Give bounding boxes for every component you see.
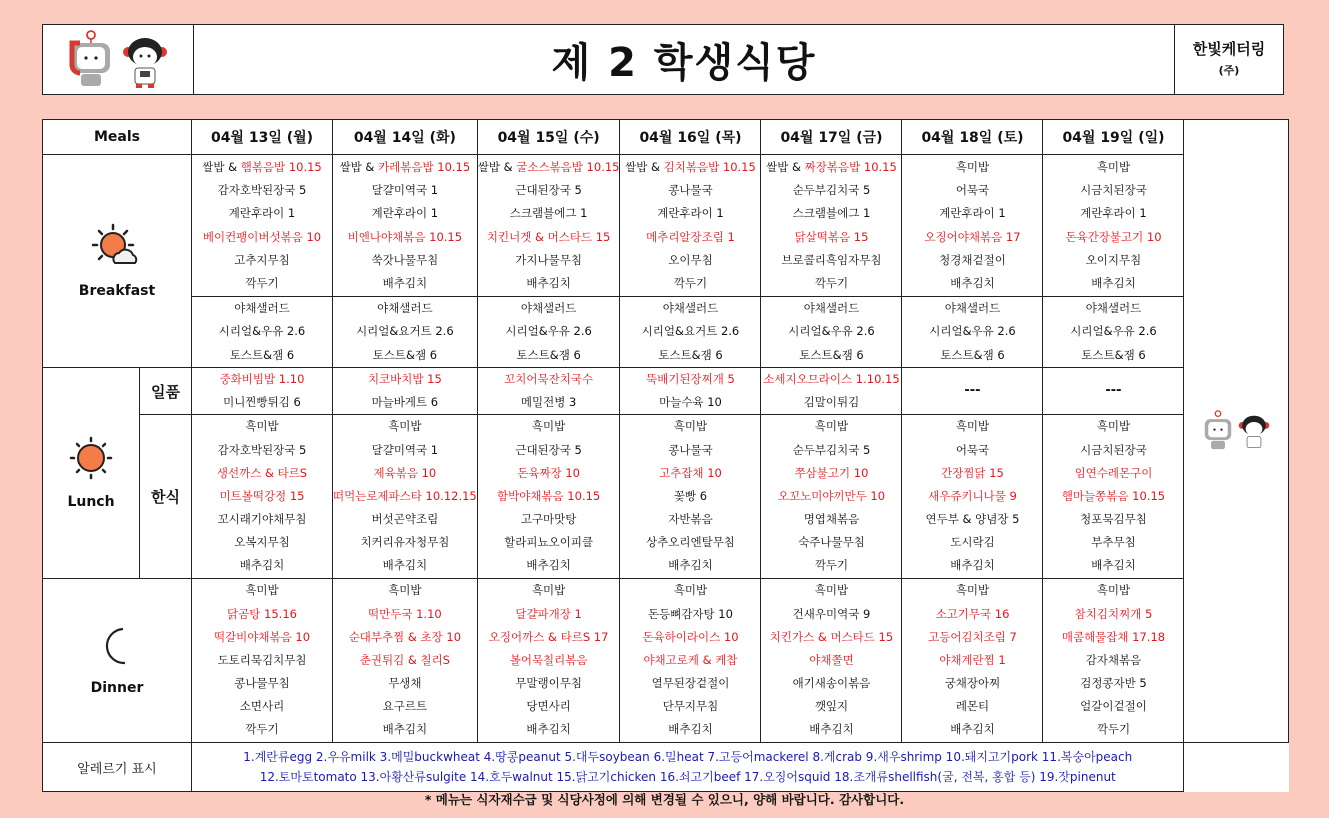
menu-item: 얼갈이겉절이 xyxy=(1080,699,1147,714)
menu-item: 계란후라이 1 xyxy=(657,206,724,221)
menu-item: 치킨너겟 & 머스타드 15 xyxy=(486,229,611,244)
company-name xyxy=(1174,25,1283,94)
menu-item: 숙주나물무침 xyxy=(798,535,865,550)
menu-item: 감자채볶음 xyxy=(1085,652,1142,667)
menu-cell xyxy=(333,415,478,579)
menu-item: 시금치된장국 xyxy=(1080,183,1147,198)
menu-cell xyxy=(333,155,478,297)
menu-item: 오꼬노미야끼만두 10 xyxy=(777,488,886,503)
menu-item: 순두부김치국 5 xyxy=(792,442,871,457)
lunch-special-label: 일품 xyxy=(140,368,192,415)
menu-item: 치코바치밥 15 xyxy=(367,371,442,386)
menu-item: 오징어까스 & 타르S 17 xyxy=(488,629,609,644)
menu-item: 소세지오므라이스 1.10.15 xyxy=(763,371,900,386)
menu-item: 도시락김 xyxy=(950,535,995,550)
menu-item: 토스트&잼 6 xyxy=(229,347,295,362)
menu-item: 고구마맛탕 xyxy=(520,512,577,527)
menu-item: 함박야채볶음 10.15 xyxy=(497,488,601,503)
side-mascot-cell xyxy=(1184,120,1289,743)
menu-item: 배추김치 xyxy=(950,558,995,573)
menu-item: 연두부 & 양념장 5 xyxy=(925,512,1020,527)
menu-item: 시리얼&우유 2.6 xyxy=(1070,324,1157,339)
menu-item: --- xyxy=(964,383,981,399)
menu-item: 순대부추찜 & 초장 10 xyxy=(348,629,462,644)
menu-item: 배추김치 xyxy=(668,722,713,737)
menu-item-highlight: 햄볶음밥 10.15 xyxy=(240,159,322,174)
page-title: 제 2 학생식당 xyxy=(551,40,817,86)
menu-item-base: 쌀밥 & xyxy=(477,159,517,174)
menu-item: 오이무침 xyxy=(668,252,713,267)
menu-item: 계란후라이 1 xyxy=(228,206,296,221)
menu-item: 흑미밥 xyxy=(1096,419,1131,434)
menu-item: 자반볶음 xyxy=(668,512,713,527)
menu-item: 배추김치 xyxy=(1091,275,1136,290)
dinner-row xyxy=(43,579,1289,743)
menu-cell xyxy=(333,297,478,368)
menu-item: 흑미밥 xyxy=(245,583,279,598)
menu-item: 열무된장겉절이 xyxy=(651,676,730,691)
menu-cell xyxy=(902,579,1043,743)
girl-mascot-icon xyxy=(122,30,168,90)
menu-item: 시리얼&우유 2.6 xyxy=(929,324,1016,339)
menu-item: 흑미밥 xyxy=(814,583,849,598)
menu-item: 어묵국 xyxy=(955,442,990,457)
menu-item: 할라피뇨오이피클 xyxy=(504,535,594,550)
lunch-label-cell xyxy=(43,368,140,579)
robot-mascot-icon xyxy=(68,30,114,90)
menu-item: 오복지무침 xyxy=(234,535,290,550)
date-header: 04월 19일 (일) xyxy=(1043,120,1184,155)
menu-item: 깍두기 xyxy=(814,558,849,573)
menu-item: 요구르트 xyxy=(382,699,428,714)
menu-item xyxy=(766,156,897,179)
menu-item: 오징어야채볶음 17 xyxy=(924,229,1021,244)
menu-cell xyxy=(477,297,620,368)
menu-item: 명엽채볶음 xyxy=(803,512,860,527)
menu-item: 꼬치어묵잔치국수 xyxy=(504,371,594,386)
menu-item: 닭곰탕 15.16 xyxy=(227,606,297,621)
menu-item: 치커리유자청무침 xyxy=(360,535,450,550)
menu-item: 배추김치 xyxy=(239,558,285,573)
breakfast-label-cell xyxy=(43,155,192,368)
menu-item: 상추오리엔탈무침 xyxy=(646,535,735,550)
menu-item: 야채샐러드 xyxy=(234,301,290,316)
menu-item: 흑미밥 xyxy=(1096,583,1131,598)
menu-cell xyxy=(1043,155,1184,297)
menu-item: 배추김치 xyxy=(382,722,428,737)
menu-item: 감자호박된장국 5 xyxy=(217,442,307,457)
menu-item: 배추김치 xyxy=(526,558,571,573)
menu-item: 볼어묵칠리볶음 xyxy=(509,652,588,667)
menu-item: 떡만두국 1.10 xyxy=(368,606,442,621)
menu-item: 토스트&잼 6 xyxy=(372,347,438,362)
breakfast-korean-row xyxy=(43,155,1289,297)
menu-cell xyxy=(1043,415,1184,579)
menu-item: 시리얼&요거트 2.6 xyxy=(641,324,740,339)
menu-item: 순두부김치국 5 xyxy=(792,183,871,198)
robot-mascot-icon xyxy=(1202,409,1234,453)
menu-item: 시리얼&요거트 2.6 xyxy=(356,324,454,339)
menu-item: 메밀전병 3 xyxy=(520,395,577,409)
menu-cell xyxy=(902,155,1043,297)
menu-item: 임연수레몬구이 xyxy=(1074,465,1153,480)
side-mascots xyxy=(1184,409,1288,453)
menu-item: 깍두기 xyxy=(673,275,708,290)
sun-cloud-icon xyxy=(91,223,143,269)
dinner-label: Dinner xyxy=(90,679,144,696)
menu-item: 배추김치 xyxy=(809,722,854,737)
menu-item: 깍두기 xyxy=(245,275,279,290)
allergy-label: 알레르기 표시 xyxy=(43,743,192,792)
weekly-menu-table xyxy=(42,119,1289,792)
date-header: 04월 15일 (수) xyxy=(477,120,620,155)
menu-item: 배추김치 xyxy=(526,722,571,737)
sun-icon xyxy=(69,436,113,480)
menu-item: 매콤해물잡채 17.18 xyxy=(1061,629,1166,644)
menu-item: 시금치된장국 xyxy=(1080,442,1147,457)
menu-cell xyxy=(902,368,1043,415)
menu-item: 흑미밥 xyxy=(955,419,990,434)
menu-item: 토스트&잼 6 xyxy=(1081,347,1146,362)
menu-item: 배추김치 xyxy=(526,275,571,290)
menu-item: 청포묵김무침 xyxy=(1080,512,1147,527)
menu-item: 애기새송이볶음 xyxy=(792,676,871,691)
menu-item: 간장찜닭 15 xyxy=(941,465,1004,480)
menu-item: 배추김치 xyxy=(950,275,995,290)
menu-item: 가지나물무침 xyxy=(515,252,582,267)
menu-item: 계란후라이 1 xyxy=(939,206,1006,221)
menu-item: 야채샐러드 xyxy=(944,301,1001,316)
menu-item: 토스트&잼 6 xyxy=(940,347,1005,362)
moon-icon xyxy=(99,626,135,666)
meals-header: Meals xyxy=(43,120,192,155)
menu-item: 도토리묵김치무침 xyxy=(217,652,307,667)
lunch-korean-label: 한식 xyxy=(140,415,192,579)
menu-item: 흑미밥 xyxy=(388,583,422,598)
menu-item: 깍두기 xyxy=(814,275,849,290)
menu-item: 검정콩자반 5 xyxy=(1080,676,1147,691)
menu-cell xyxy=(333,579,478,743)
menu-item: 어묵국 xyxy=(955,183,990,198)
breakfast-western-row xyxy=(43,297,1289,368)
menu-item: 오이지무침 xyxy=(1085,252,1142,267)
lunch-korean-row xyxy=(43,415,1289,579)
menu-item: 새우쥬키니나물 9 xyxy=(928,488,1017,503)
menu-cell xyxy=(761,297,902,368)
menu-item: 버섯곤약조림 xyxy=(371,512,439,527)
menu-item: 소고기무국 16 xyxy=(935,606,1010,621)
menu-cell xyxy=(620,579,761,743)
menu-cell xyxy=(477,368,620,415)
menu-item: 야채샐러드 xyxy=(520,301,577,316)
menu-cell xyxy=(761,368,902,415)
company-label: 한빛케터링 xyxy=(1192,39,1266,58)
menu-cell xyxy=(192,155,333,297)
menu-item: 쭈삼불고기 10 xyxy=(794,465,869,480)
menu-item: 떠먹는로제파스타 10.12.15 xyxy=(333,488,477,503)
menu-item: 토스트&잼 6 xyxy=(799,347,864,362)
menu-item: 달걀파개장 1 xyxy=(515,606,582,621)
menu-item: 쑥갓나물무침 xyxy=(371,252,439,267)
menu-item: 닭살떡볶음 15 xyxy=(794,229,869,244)
menu-item: 야채샐러드 xyxy=(1085,301,1142,316)
menu-item: 흑미밥 xyxy=(1096,159,1131,174)
company-suffix: (주) xyxy=(1218,63,1240,77)
menu-item: 야채계란찜 1 xyxy=(939,652,1006,667)
menu-item: 스크램블에그 1 xyxy=(792,206,871,221)
menu-item: 참치김치찌개 5 xyxy=(1074,606,1153,621)
menu-item: 토스트&잼 6 xyxy=(516,347,581,362)
menu-cell xyxy=(902,297,1043,368)
menu-item: 깍두기 xyxy=(245,722,279,737)
menu-item: 흑미밥 xyxy=(955,583,990,598)
menu-cell xyxy=(192,579,333,743)
menu-item: 비엔나야채볶음 10.15 xyxy=(347,229,463,244)
menu-item xyxy=(202,156,322,179)
menu-item: --- xyxy=(1105,383,1122,399)
date-header: 04월 16일 (목) xyxy=(620,120,761,155)
menu-item: 브로콜리흑임자무침 xyxy=(781,252,882,267)
menu-item-base: 쌀밥 & xyxy=(766,159,805,174)
menu-item-base: 쌀밥 & xyxy=(625,159,664,174)
menu-item: 시리얼&우유 2.6 xyxy=(788,324,875,339)
menu-item: 생선까스 & 타르S xyxy=(216,465,308,480)
menu-item: 콩나물국 xyxy=(668,442,713,457)
menu-item: 떡갈비야채볶음 10 xyxy=(213,629,311,644)
menu-item: 스크램블에그 1 xyxy=(509,206,588,221)
menu-cell xyxy=(477,415,620,579)
menu-item: 당면사리 xyxy=(526,699,571,714)
menu-item-highlight: 굴소스볶음밥 10.15 xyxy=(516,159,620,174)
menu-item: 마늘수육 10 xyxy=(659,395,722,409)
menu-item: 콩나물무침 xyxy=(234,676,290,691)
menu-cell xyxy=(620,415,761,579)
menu-item: 돈육짜장 10 xyxy=(517,465,580,480)
mascot-logo xyxy=(43,25,194,94)
menu-item: 청경채겉절이 xyxy=(939,252,1006,267)
menu-item: 뚝배기된장찌개 5 xyxy=(646,371,735,386)
menu-cell xyxy=(192,297,333,368)
allergy-row xyxy=(43,743,1289,792)
date-header: 04월 14일 (화) xyxy=(333,120,478,155)
menu-item: 배추김치 xyxy=(382,558,428,573)
menu-item-highlight: 짜장볶음밥 10.15 xyxy=(804,159,897,174)
lunch-label: Lunch xyxy=(67,494,115,510)
header-banner xyxy=(42,24,1284,95)
allergy-legend xyxy=(192,743,1184,792)
girl-mascot-icon xyxy=(1238,409,1270,453)
menu-cell xyxy=(620,368,761,415)
menu-cell xyxy=(477,155,620,297)
menu-item: 배추김치 xyxy=(382,275,428,290)
menu-item: 김말이튀김 xyxy=(803,395,860,409)
menu-item: 돈육하이라이스 10 xyxy=(642,629,739,644)
menu-item: 레몬티 xyxy=(955,699,990,714)
menu-item: 흑미밥 xyxy=(955,159,990,174)
menu-item: 단무지무침 xyxy=(662,699,719,714)
menu-item: 달걀미역국 1 xyxy=(371,442,439,457)
menu-item-base: 쌀밥 & xyxy=(339,159,379,174)
menu-item: 배추김치 xyxy=(950,722,995,737)
menu-item: 달걀미역국 1 xyxy=(371,183,439,198)
date-header: 04월 18일 (토) xyxy=(902,120,1043,155)
menu-item: 돈등뼈감자탕 10 xyxy=(648,606,733,621)
menu-item: 야채샐러드 xyxy=(662,301,719,316)
menu-item-highlight: 카레볶음밥 10.15 xyxy=(378,159,471,174)
menu-item: 배추김치 xyxy=(1091,558,1136,573)
menu-item: 감자호박된장국 5 xyxy=(217,183,307,198)
menu-item: 계란후라이 1 xyxy=(1080,206,1147,221)
menu-cell xyxy=(192,368,333,415)
menu-item: 미트볼떡강정 15 xyxy=(219,488,305,503)
menu-cell xyxy=(761,415,902,579)
menu-item: 시리얼&우유 2.6 xyxy=(505,324,592,339)
menu-item: 무생채 xyxy=(388,676,422,691)
menu-cell xyxy=(620,155,761,297)
menu-item: 야채쫄면 xyxy=(809,652,854,667)
menu-item: 꽃빵 6 xyxy=(673,488,708,503)
menu-cell xyxy=(620,297,761,368)
menu-cell xyxy=(477,579,620,743)
menu-cell xyxy=(192,415,333,579)
menu-item: 제육볶음 10 xyxy=(373,465,437,480)
menu-item: 근대된장국 5 xyxy=(515,183,582,198)
menu-item: 시리얼&우유 2.6 xyxy=(218,324,306,339)
date-header: 04월 17일 (금) xyxy=(761,120,902,155)
menu-cell xyxy=(1043,579,1184,743)
menu-item: 흑미밥 xyxy=(673,583,708,598)
menu-item: 야채샐러드 xyxy=(377,301,433,316)
menu-item: 흑미밥 xyxy=(814,419,849,434)
menu-item: 콩나물국 xyxy=(668,183,713,198)
menu-item: 흑미밥 xyxy=(673,419,708,434)
menu-item: 계란후라이 1 xyxy=(371,206,439,221)
menu-item: 야채샐러드 xyxy=(803,301,860,316)
menu-item xyxy=(478,156,620,179)
menu-item: 흑미밥 xyxy=(388,419,422,434)
menu-item: 미니찐빵튀김 6 xyxy=(223,395,301,409)
menu-item: 소면사리 xyxy=(239,699,285,714)
menu-item-highlight: 김치볶음밥 10.15 xyxy=(663,159,756,174)
menu-item: 깻잎지 xyxy=(814,699,849,714)
menu-item xyxy=(625,156,756,179)
menu-item: 고등어김치조림 7 xyxy=(928,629,1017,644)
menu-item: 햄마늘쫑볶음 10.15 xyxy=(1061,488,1166,503)
menu-item: 깍두기 xyxy=(1096,722,1131,737)
menu-item: 마늘바게트 6 xyxy=(371,395,439,409)
menu-cell xyxy=(1043,297,1184,368)
date-header: 04월 13일 (월) xyxy=(192,120,333,155)
menu-item: 흑미밥 xyxy=(531,419,566,434)
footnote: * 메뉴는 식자재수급 및 식당사정에 의해 변경될 수 있으니, 양해 바랍니다. 감사합니다. xyxy=(424,792,905,807)
menu-cell xyxy=(1043,368,1184,415)
menu-cell xyxy=(333,368,478,415)
menu-cell xyxy=(761,579,902,743)
menu-cell xyxy=(761,155,902,297)
menu-item: 춘권튀김 & 칠리S xyxy=(359,652,450,667)
menu-item: 배추김치 xyxy=(668,558,713,573)
menu-item: 꼬시래기야채무침 xyxy=(217,512,307,527)
menu-item xyxy=(340,156,471,179)
menu-item: 무말랭이무침 xyxy=(515,676,582,691)
menu-item: 고추지무침 xyxy=(234,252,290,267)
menu-item: 토스트&잼 6 xyxy=(658,347,723,362)
menu-item: 부추무침 xyxy=(1091,535,1136,550)
menu-item: 근대된장국 5 xyxy=(515,442,582,457)
menu-item: 고추잡채 10 xyxy=(659,465,722,480)
menu-item: 메추리알장조림 1 xyxy=(646,229,735,244)
menu-item: 흑미밥 xyxy=(531,583,566,598)
menu-item: 흑미밥 xyxy=(245,419,279,434)
date-header-row xyxy=(43,120,1289,155)
lunch-special-row xyxy=(43,368,1289,415)
allergy-line-2: 12.토마토tomato 13.아황산류sulgite 14.호두walnut 15.닭고기chicken 16.쇠고기beef 17.오징어squid 18.조개류shellfish(굴, 전복, 홍합 등) 19.잣pinenut xyxy=(259,770,1116,784)
menu-item: 건새우미역국 9 xyxy=(792,606,871,621)
breakfast-label: Breakfast xyxy=(78,283,156,299)
menu-item: 베이컨팽이버섯볶음 10 xyxy=(202,229,322,244)
menu-item: 돈육간장불고기 10 xyxy=(1065,229,1162,244)
menu-item: 야채고로케 & 케찹 xyxy=(643,652,738,667)
menu-item-base: 쌀밥 & xyxy=(202,159,241,174)
menu-item: 중화비빔밥 1.10 xyxy=(219,371,305,386)
menu-cell xyxy=(902,415,1043,579)
allergy-line-1: 1.계란류egg 2.우유milk 3.메밀buckwheat 4.땅콩peanut 5.대두soybean 6.밀heat 7.고등어mackerel 8.게crab 9.새우shrimp 10.돼지고기pork 11.복숭아peach xyxy=(243,750,1133,764)
menu-item: 궁채장아찌 xyxy=(944,676,1001,691)
menu-item: 치킨가스 & 머스타드 15 xyxy=(769,629,894,644)
dinner-label-cell xyxy=(43,579,192,743)
